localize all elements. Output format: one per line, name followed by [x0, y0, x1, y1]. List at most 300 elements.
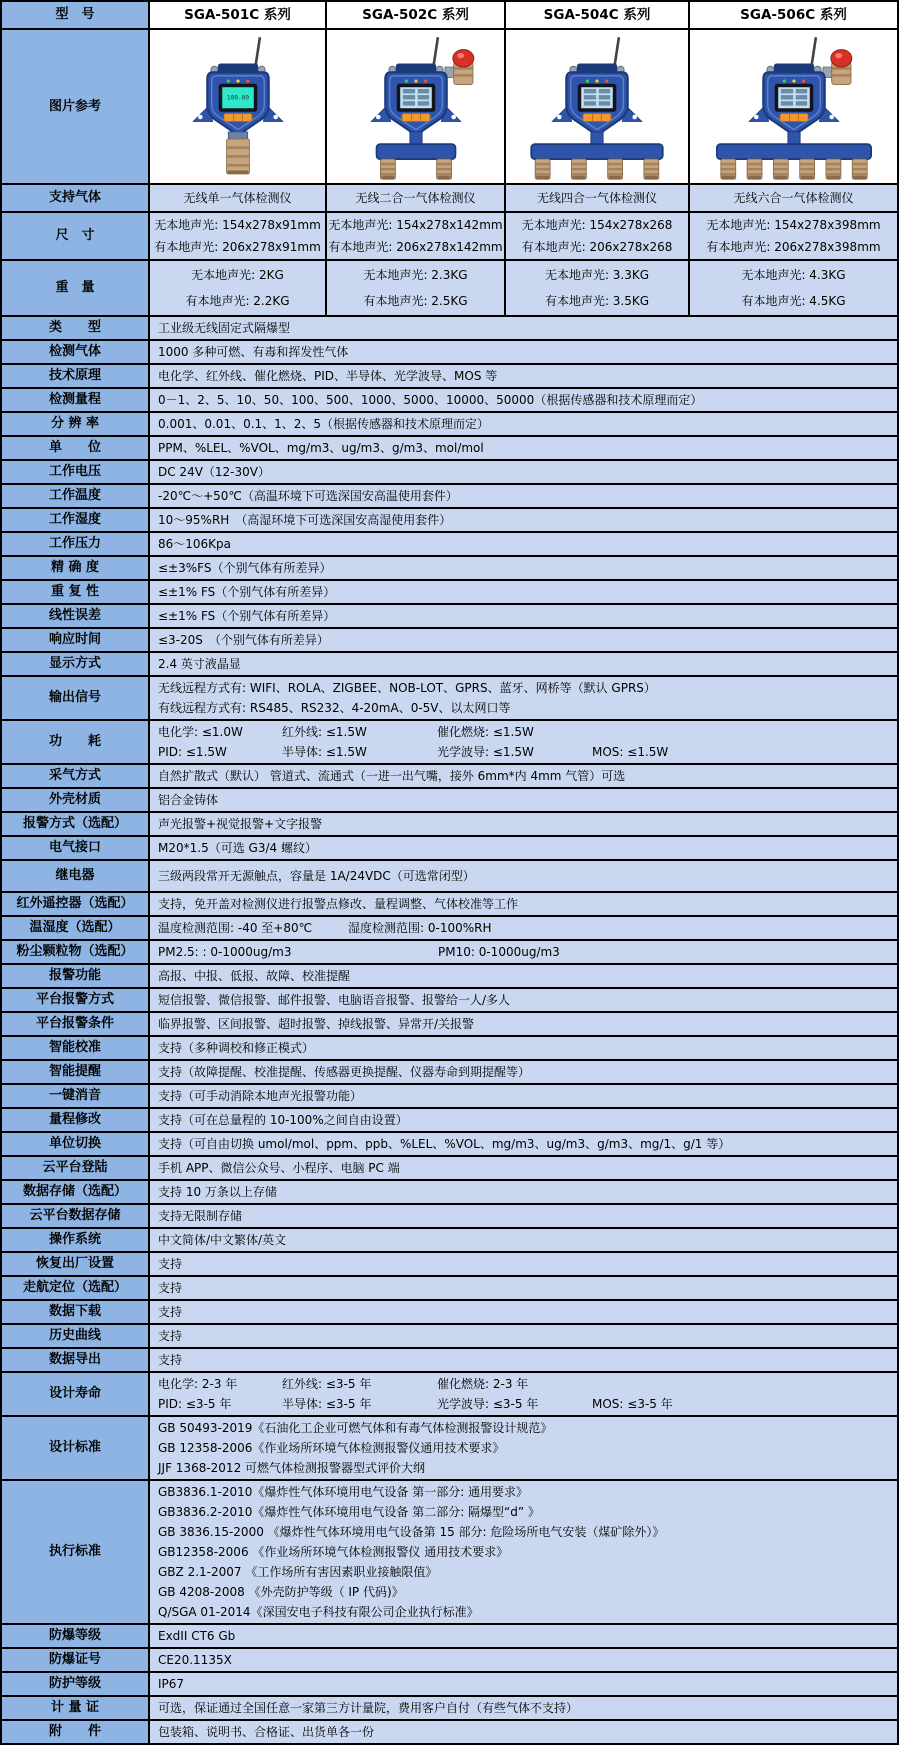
- row-label: 云平台数据存储: [2, 1205, 148, 1227]
- value-line: [158, 742, 889, 762]
- spec-value-cell: [690, 185, 897, 211]
- spec-value-cell: [150, 765, 897, 787]
- row-label: 尺 寸: [2, 213, 148, 259]
- spec-value-cell: [150, 1229, 897, 1251]
- row-label: 温湿度（选配）: [2, 917, 148, 939]
- value-line: 有本地声光: 206x278x142mm: [328, 240, 503, 254]
- value-line: [158, 1110, 889, 1130]
- spec-value-cell: [150, 437, 897, 459]
- value-segment: 电化学: 2-3 年: [158, 1377, 238, 1391]
- value-line: [158, 1206, 889, 1226]
- device-image-cell: [150, 30, 325, 183]
- table-row: [2, 721, 897, 763]
- value-line: 有本地声光: 3.5KG: [544, 294, 650, 308]
- table-row: [2, 1109, 897, 1131]
- wireless-6in1-gas-detector-image: [709, 32, 879, 181]
- row-label: 智能提醒: [2, 1061, 148, 1083]
- value-line: [158, 894, 889, 914]
- table-row: [2, 1085, 897, 1107]
- row-label: 走航定位（选配）: [2, 1277, 148, 1299]
- row-label: 附 件: [2, 1721, 148, 1743]
- value-line: 无本地声光: 154x278x398mm: [706, 218, 881, 232]
- table-row: [2, 1061, 897, 1083]
- value-segment: 手机 APP、微信公众号、小程序、电脑 PC 端: [158, 1161, 400, 1175]
- spec-value-cell: [150, 1061, 897, 1083]
- spec-value-cell: [150, 1721, 897, 1743]
- row-label: 防爆证号: [2, 1649, 148, 1671]
- row-label: 设计标准: [2, 1417, 148, 1479]
- value-segment: 1000 多种可燃、有毒和挥发性气体: [158, 345, 349, 359]
- model-header-cell: SGA-504C 系列: [506, 2, 688, 28]
- spec-value-cell: [150, 605, 897, 627]
- spec-value-cell: [150, 185, 325, 211]
- value-line: 无本地声光: 4.3KG: [741, 268, 846, 282]
- spec-value-cell: [150, 1085, 897, 1107]
- table-row: [2, 557, 897, 579]
- value-line: [158, 1394, 889, 1414]
- value-line: [158, 1374, 889, 1394]
- row-label: 检测气体: [2, 341, 148, 363]
- spec-value-cell: [150, 461, 897, 483]
- table-row: [2, 1673, 897, 1695]
- spec-value-cell: [150, 629, 897, 651]
- table-row: [2, 1277, 897, 1299]
- value-line: [158, 1562, 889, 1582]
- value-line: 无本地声光: 154x278x268: [521, 218, 673, 232]
- spec-value-cell: [150, 1649, 897, 1671]
- value-line: [158, 698, 889, 718]
- value-line: [158, 1086, 889, 1106]
- value-segment: 催化燃烧: 2-3 年: [437, 1377, 529, 1391]
- value-segment: ExdII CT6 Gb: [158, 1629, 236, 1643]
- spec-value-cell: [150, 917, 897, 939]
- table-row: [2, 837, 897, 859]
- value-segment: 湿度检测范围: 0-100%RH: [348, 921, 492, 935]
- value-segment: 有线远程方式有: RS485、RS232、4-20mA、0-5V、以太网口等: [158, 701, 511, 715]
- spec-value-cell: [150, 965, 897, 987]
- spec-value-cell: [150, 413, 897, 435]
- value-line: 有本地声光: 4.5KG: [741, 294, 846, 308]
- row-label: 线性误差: [2, 605, 148, 627]
- spec-value-cell: [150, 261, 325, 315]
- value-segment: M20*1.5（可选 G3/4 螺纹）: [158, 841, 317, 855]
- value-line: [158, 1418, 889, 1438]
- table-row: [2, 1133, 897, 1155]
- value-line: [158, 630, 889, 650]
- row-label: 操作系统: [2, 1229, 148, 1251]
- table-row: [2, 1373, 897, 1415]
- spec-value-cell: [150, 1625, 897, 1647]
- value-line: [158, 318, 889, 338]
- value-line: [158, 1582, 889, 1602]
- value-line: [158, 1134, 889, 1154]
- value-segment: 支持: [158, 1305, 183, 1319]
- value-segment: IP67: [158, 1677, 185, 1691]
- row-label: 型 号: [2, 2, 148, 28]
- value-segment: ≤±3%FS（个别气体有所差异）: [158, 561, 332, 575]
- value-line: [158, 1062, 889, 1082]
- spec-value-cell: [150, 893, 897, 915]
- value-line: [158, 766, 889, 786]
- value-line: [158, 1038, 889, 1058]
- value-line: [158, 582, 889, 602]
- row-label: 采气方式: [2, 765, 148, 787]
- row-label: 显示方式: [2, 653, 148, 675]
- value-segment: 支持，免开盖对检测仪进行报警点修改、量程调整、气体校准等工作: [158, 897, 519, 911]
- row-label: 智能校准: [2, 1037, 148, 1059]
- spec-value-cell: [150, 365, 897, 387]
- value-segment: 支持: [158, 1329, 183, 1343]
- table-row: [2, 917, 897, 939]
- value-line: 无本地声光: 154x278x91mm: [154, 218, 321, 232]
- table-row: [2, 1013, 897, 1035]
- value-segment: ≤±1% FS（个别气体有所差异）: [158, 609, 336, 623]
- row-label: 量程修改: [2, 1109, 148, 1131]
- value-segment: 工业级无线固定式隔爆型: [158, 321, 291, 335]
- spec-value-cell: [150, 941, 897, 963]
- value-segment: 0.001、0.01、0.1、1、2、5（根据传感器和技术原理而定）: [158, 417, 490, 431]
- value-segment: 高报、中报、低报、故障、校准提醒: [158, 969, 351, 983]
- table-row: [2, 1205, 897, 1227]
- svg-text:100.00: 100.00: [226, 94, 249, 102]
- row-label: 一键消音: [2, 1085, 148, 1107]
- row-label: 恢复出厂设置: [2, 1253, 148, 1275]
- row-label: 执行标准: [2, 1481, 148, 1623]
- value-line: [158, 1158, 889, 1178]
- table-row: [2, 1229, 897, 1251]
- table-row: [2, 1181, 897, 1203]
- table-row: [2, 605, 897, 627]
- row-label: 外壳材质: [2, 789, 148, 811]
- value-segment: 支持（可自由切换 umol/mol、ppm、ppb、%LEL、%VOL、mg/m3、ug/m3、g/m3、mg/1、g/1 等）: [158, 1137, 731, 1151]
- value-line: 有本地声光: 206x278x91mm: [154, 240, 321, 254]
- spec-value-cell: [327, 213, 504, 259]
- spec-value-cell: [150, 1277, 897, 1299]
- value-segment: 支持（可在总量程的 10-100%之间自由设置）: [158, 1113, 408, 1127]
- table-row: [2, 1417, 897, 1479]
- value-line: [158, 462, 889, 482]
- value-segment: 电化学、红外线、催化燃烧、PID、半导体、光学波导、MOS 等: [158, 369, 498, 383]
- table-row: [2, 1253, 897, 1275]
- value-line: [158, 918, 889, 938]
- value-segment: GB 4208-2008 《外壳防护等级（ IP 代码)》: [158, 1585, 404, 1599]
- row-label: 重 复 性: [2, 581, 148, 603]
- spec-value-cell: [506, 185, 688, 211]
- table-row: [2, 629, 897, 651]
- spec-value-cell: [150, 1253, 897, 1275]
- spec-value-cell: [150, 341, 897, 363]
- row-label: 数据存储（选配）: [2, 1181, 148, 1203]
- value-segment: 86～106Kpa: [158, 537, 232, 551]
- spec-value-cell: [150, 317, 897, 339]
- table-row: [2, 653, 897, 675]
- table-row: [2, 1301, 897, 1323]
- value-segment: 红外线: ≤3-5 年: [282, 1377, 372, 1391]
- table-row: [2, 1325, 897, 1347]
- spec-value-cell: [150, 1417, 897, 1479]
- value-line: [158, 558, 889, 578]
- row-label: 继电器: [2, 861, 148, 891]
- value-segment: 自然扩散式（默认） 管道式、流通式（一进一出气嘴，接外 6mm*内 4mm 气管）可选: [158, 769, 626, 783]
- value-segment: DC 24V（12-30V）: [158, 465, 270, 479]
- spec-value-cell: [150, 653, 897, 675]
- value-segment: -20℃～+50℃（高温环境下可选深国安高温使用套件）: [158, 489, 458, 503]
- value-line: 有本地声光: 206x278x398mm: [706, 240, 881, 254]
- spec-value-cell: [150, 1037, 897, 1059]
- value-line: [158, 1602, 889, 1622]
- value-line: 有本地声光: 2.2KG: [185, 294, 290, 308]
- value-line: [158, 1326, 889, 1346]
- support-gas-row: [2, 185, 897, 211]
- value-line: [158, 1674, 889, 1694]
- value-segment: 支持无限制存储: [158, 1209, 243, 1223]
- row-label: 输出信号: [2, 677, 148, 719]
- value-segment: ≤3-20S （个别气体有所差异）: [158, 633, 329, 647]
- table-row: [2, 437, 897, 459]
- spec-value-cell: [690, 213, 897, 259]
- table-row: [2, 317, 897, 339]
- value-segment: GB12358-2006 《作业场所环境气体检测报警仪 通用技术要求》: [158, 1545, 509, 1559]
- spec-value-cell: [150, 837, 897, 859]
- value-segment: GB3836.1-2010《爆炸性气体环境用电气设备 第一部分: 通用要求》: [158, 1485, 529, 1499]
- spec-value-cell: [150, 1301, 897, 1323]
- spec-value-cell: [150, 1373, 897, 1415]
- value-segment: 半导体: ≤1.5W: [282, 745, 367, 759]
- wireless-single-gas-detector-image: [153, 32, 323, 181]
- spec-value-cell: [150, 1133, 897, 1155]
- value-segment: MOS: ≤1.5W: [592, 745, 669, 759]
- table-header-row: [2, 2, 897, 28]
- value-line: [158, 342, 889, 362]
- spec-value-cell: [150, 1349, 897, 1371]
- table-row: [2, 389, 897, 411]
- value-line: [158, 1502, 889, 1522]
- value-segment: 红外线: ≤1.5W: [282, 725, 367, 739]
- spec-value-cell: [150, 989, 897, 1011]
- table-row: [2, 1481, 897, 1623]
- model-header-cell: SGA-501C 系列: [150, 2, 325, 28]
- wireless-2in1-gas-detector-image: [331, 32, 501, 181]
- value-line: 有本地声光: 206x278x268: [521, 240, 673, 254]
- spec-value-cell: [150, 721, 897, 763]
- value-segment: GBZ 2.1-2007 《工作场所有害因素职业接触限值》: [158, 1565, 438, 1579]
- table-row: [2, 509, 897, 531]
- value-line: [158, 438, 889, 458]
- value-line: [158, 414, 889, 434]
- value-segment: 支持（故障提醒、校准提醒、传感器更换提醒、仪器寿命到期提醒等）: [158, 1065, 531, 1079]
- row-label: 平台报警条件: [2, 1013, 148, 1035]
- value-line: 无本地声光: 154x278x142mm: [328, 218, 503, 232]
- value-line: [158, 942, 889, 962]
- value-segment: PM10: 0-1000ug/m3: [438, 945, 560, 959]
- spec-value-cell: [150, 389, 897, 411]
- model-header-cell: SGA-502C 系列: [327, 2, 504, 28]
- value-segment: 2.4 英寸液晶显: [158, 657, 241, 671]
- value-segment: 电化学: ≤1.0W: [158, 725, 243, 739]
- value-segment: 支持: [158, 1353, 183, 1367]
- value-line: [158, 1458, 889, 1478]
- spec-value-cell: [150, 533, 897, 555]
- value-line: [158, 606, 889, 626]
- table-row: [2, 1649, 897, 1671]
- spec-value-cell: [150, 509, 897, 531]
- value-line: [158, 510, 889, 530]
- table-row: [2, 485, 897, 507]
- table-row: [2, 813, 897, 835]
- value-segment: GB3836.2-2010《爆炸性气体环境用电气设备 第二部分: 隔爆型“d” 》: [158, 1505, 540, 1519]
- value-line: 无本地声光: 3.3KG: [544, 268, 650, 282]
- value-segment: 支持: [158, 1257, 183, 1271]
- device-image-cell: [506, 30, 688, 183]
- value-segment: MOS: ≤3-5 年: [592, 1397, 673, 1411]
- value-line: [158, 990, 889, 1010]
- row-label: 平台报警方式: [2, 989, 148, 1011]
- spec-value-cell: [506, 261, 688, 315]
- spec-value-cell: [150, 1205, 897, 1227]
- spec-value-cell: [150, 485, 897, 507]
- value-line: [158, 1438, 889, 1458]
- value-line: [158, 390, 889, 410]
- value-segment: GB 50493-2019《石油化工企业可燃气体和有毒气体检测报警设计规范》: [158, 1421, 553, 1435]
- spec-value-cell: [150, 1181, 897, 1203]
- value-segment: GB 12358-2006《作业场所环境气体检测报警仪通用技术要求》: [158, 1441, 505, 1455]
- value-segment: 声光报警+视觉报警+文字报警: [158, 817, 323, 831]
- value-segment: PID: ≤3-5 年: [158, 1397, 232, 1411]
- row-label: 检测量程: [2, 389, 148, 411]
- value-segment: 三级两段常开无源触点，容量是 1A/24VDC（可选常闭型）: [158, 869, 475, 883]
- row-label: 精 确 度: [2, 557, 148, 579]
- row-label: 数据导出: [2, 1349, 148, 1371]
- image-row: [2, 30, 897, 183]
- value-line: 有本地声光: 2.5KG: [363, 294, 468, 308]
- value-segment: 光学波导: ≤3-5 年: [437, 1397, 539, 1411]
- value-line: [158, 1278, 889, 1298]
- row-label: 分 辨 率: [2, 413, 148, 435]
- value-segment: 10～95%RH （高湿环境下可选深国安高湿使用套件）: [158, 513, 452, 527]
- value-line: [158, 1014, 889, 1034]
- value-line: 无线六合一气体检测仪: [733, 191, 854, 205]
- spec-value-cell: [150, 1673, 897, 1695]
- value-segment: 临界报警、区间报警、超时报警、掉线报警、异常开/关报警: [158, 1017, 475, 1031]
- spec-value-cell: [690, 261, 897, 315]
- table-row: [2, 941, 897, 963]
- table-row: [2, 581, 897, 603]
- row-label: 响应时间: [2, 629, 148, 651]
- table-row: [2, 677, 897, 719]
- value-segment: GB 3836.15-2000 《爆炸性气体环境用电气设备第 15 部分: 危险场所电气安装（煤矿除外）》: [158, 1525, 665, 1539]
- value-segment: Q/SGA 01-2014《深国安电子科技有限公司企业执行标准》: [158, 1605, 479, 1619]
- row-label: 电气接口: [2, 837, 148, 859]
- value-line: 无线二合一气体检测仪: [355, 191, 476, 205]
- value-line: 无线单一气体检测仪: [183, 191, 292, 205]
- value-segment: 光学波导: ≤1.5W: [437, 745, 534, 759]
- spec-value-cell: [327, 261, 504, 315]
- value-segment: 支持: [158, 1281, 183, 1295]
- spec-value-cell: [150, 861, 897, 891]
- row-label: 防爆等级: [2, 1625, 148, 1647]
- model-header-cell: SGA-506C 系列: [690, 2, 897, 28]
- value-line: [158, 966, 889, 986]
- device-image-cell: [690, 30, 897, 183]
- value-segment: 温度检测范围: -40 至+80℃: [158, 921, 313, 935]
- table-row: [2, 1157, 897, 1179]
- spec-value-cell: [150, 1697, 897, 1719]
- value-segment: PPM、%LEL、%VOL、mg/m3、ug/m3、g/m3、mol/mol: [158, 441, 484, 455]
- row-label: 单 位: [2, 437, 148, 459]
- value-segment: 短信报警、微信报警、邮件报警、电脑语音报警、报警给一人/多人: [158, 993, 511, 1007]
- table-row: [2, 461, 897, 483]
- spec-value-cell: [150, 1157, 897, 1179]
- table-row: [2, 765, 897, 787]
- spec-value-cell: [150, 1013, 897, 1035]
- value-segment: 支持 10 万条以上存储: [158, 1185, 277, 1199]
- spec-value-cell: [150, 213, 325, 259]
- table-row: [2, 1721, 897, 1743]
- row-label: 红外遥控器（选配）: [2, 893, 148, 915]
- value-line: [158, 1254, 889, 1274]
- value-segment: CE20.1135X: [158, 1653, 232, 1667]
- value-segment: 0－1、2、5、10、50、100、500、1000、5000、10000、50000（根据传感器和技术原理而定）: [158, 393, 703, 407]
- row-label: 支持气体: [2, 185, 148, 211]
- value-segment: ≤±1% FS（个别气体有所差异）: [158, 585, 336, 599]
- table-row: [2, 341, 897, 363]
- table-row: [2, 1697, 897, 1719]
- value-segment: 支持（可手动消除本地声光报警功能）: [158, 1089, 363, 1103]
- spec-value-cell: [150, 1109, 897, 1131]
- spec-value-cell: [150, 677, 897, 719]
- table-row: [2, 861, 897, 891]
- value-line: [158, 1350, 889, 1370]
- value-line: [158, 1722, 889, 1742]
- value-line: [158, 838, 889, 858]
- spec-value-cell: [150, 581, 897, 603]
- value-line: [158, 1650, 889, 1670]
- spec-value-cell: [150, 813, 897, 835]
- value-line: [158, 654, 889, 674]
- value-line: 无本地声光: 2.3KG: [363, 268, 468, 282]
- spec-value-cell: [150, 789, 897, 811]
- value-segment: 无线远程方式有: WIFI、ROLA、ZIGBEE、NOB-LOT、GPRS、蓝牙、网桥等（默认 GPRS）: [158, 681, 656, 695]
- row-label: 计 量 证: [2, 1697, 148, 1719]
- value-line: [158, 1230, 889, 1250]
- row-label: 工作电压: [2, 461, 148, 483]
- row-label: 工作压力: [2, 533, 148, 555]
- row-label: 重 量: [2, 261, 148, 315]
- value-line: [158, 678, 889, 698]
- row-label: 图片参考: [2, 30, 148, 183]
- row-label: 单位切换: [2, 1133, 148, 1155]
- row-label: 云平台登陆: [2, 1157, 148, 1179]
- table-row: [2, 365, 897, 387]
- weight-row: [2, 261, 897, 315]
- value-line: [158, 1522, 889, 1542]
- spec-value-cell: [150, 1325, 897, 1347]
- value-segment: 包装箱、说明书、合格证、出货单各一份: [158, 1725, 375, 1739]
- value-line: [158, 486, 889, 506]
- value-line: [158, 866, 889, 886]
- value-line: [158, 1182, 889, 1202]
- row-label: 数据下载: [2, 1301, 148, 1323]
- spec-value-cell: [150, 557, 897, 579]
- row-label: 历史曲线: [2, 1325, 148, 1347]
- value-line: [158, 814, 889, 834]
- wireless-4in1-gas-detector-image: [512, 32, 682, 181]
- value-line: [158, 366, 889, 386]
- size-row: [2, 213, 897, 259]
- row-label: 类 型: [2, 317, 148, 339]
- table-row: [2, 1349, 897, 1371]
- value-segment: PM2.5: : 0-1000ug/m3: [158, 945, 292, 959]
